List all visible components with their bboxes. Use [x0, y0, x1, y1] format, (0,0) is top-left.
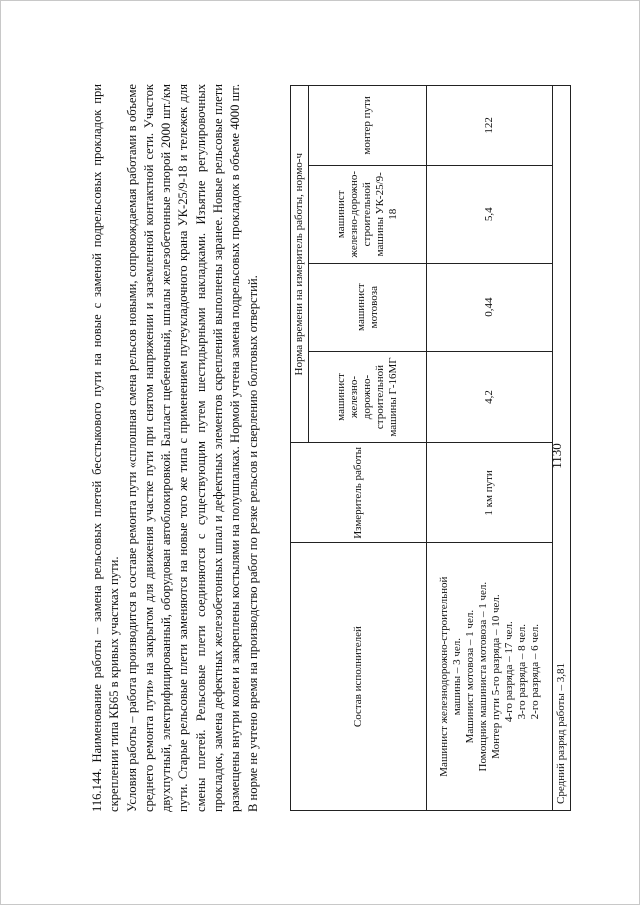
norm-value-g16mg: 4,2 — [427, 351, 553, 443]
header-unit: Измеритель работы — [291, 443, 427, 543]
header-locomotive-driver: машинист мотовоза — [309, 263, 427, 351]
staff-line: 4-го разряда – 17 чел. — [502, 621, 515, 723]
staff-composition — [427, 543, 553, 811]
staff-line: 2-го разряда – 6 чел. — [528, 623, 541, 720]
staff-line: Машинист мотовоза – 1 чел. — [463, 609, 476, 744]
norm-value-uk25: 5,4 — [427, 165, 553, 263]
work-conditions-paragraph: Условия работы – работа производится в составе ремонта пути «сплошная смена рельсов новыми, сопровождаемая работами в объеме среднего ремонта пути» на закрытом для движения участке пути при снятом напряжении и заземленной контактной сети. Участок двухпутный, электрифицированный, оборудован автоблокировкой. Балласт щебеночный, шпалы железобетонные эпюрой 2000 шт./км пути. Старые рельсовые плети заменяются на новые того же типа с применением путеукладочного крана УК-25/9-18 и тележек для смены плетей. Рельсовые плети соединяются с существующим путем шестидырными накладками. Изъятие регулировочных прокладок, замена дефектных железобетонных шпал и дефектных элементов скреплений выполнены заранее. Новые рельсовые плети размещены внутри колеи и закреплены костылями на полушпалках. Нормой учтена замена подрельсовых прокладок в объеме 4000 шт. В норме не учтено время на производство работ по резке рельсов и сверлению болтовых отверстий. — [124, 84, 260, 812]
staff-line: Машинист железнодорожно-строительной — [437, 576, 450, 777]
task-description — [89, 84, 262, 812]
header-operator-g16mg: машинист железно-дорожно-строительной машины Г-16МГ — [309, 351, 427, 443]
header-staff: Состав исполнителей — [291, 543, 427, 811]
staff-line: Помощник машиниста мотовоза – 1 чел. — [476, 581, 489, 772]
unit-value: 1 км пути — [427, 443, 553, 543]
average-grade: Средний разряд работы – 3,81 — [553, 86, 571, 811]
task-title-paragraph: 116.144. Наименование работы – замена рельсовых плетей бесстыкового пути на новые с заменой подрельсовых прокладок при скреплении типа КБ65 в кривых участках пути. — [90, 84, 122, 812]
header-track-worker: монтер пути — [309, 86, 427, 166]
staff-line: машины – 3 чел. — [450, 637, 463, 716]
staff-line: 3-го разряда – 8 чел. — [515, 623, 528, 720]
header-operator-uk25: машинист железно-дорожно-строительной машины УК-25/9-18 — [309, 165, 427, 263]
norms-table — [290, 85, 571, 811]
page-number: 1130 — [549, 443, 564, 469]
norm-value-locomotive: 0,44 — [427, 263, 553, 351]
rotated-page-content — [1, 1, 640, 906]
header-norm-time: Норма времени на измеритель работы, нормо-ч — [291, 86, 309, 443]
staff-line: Монтер пути 5-го разряда – 10 чел. — [489, 594, 502, 759]
norm-value-track-worker: 122 — [427, 86, 553, 166]
